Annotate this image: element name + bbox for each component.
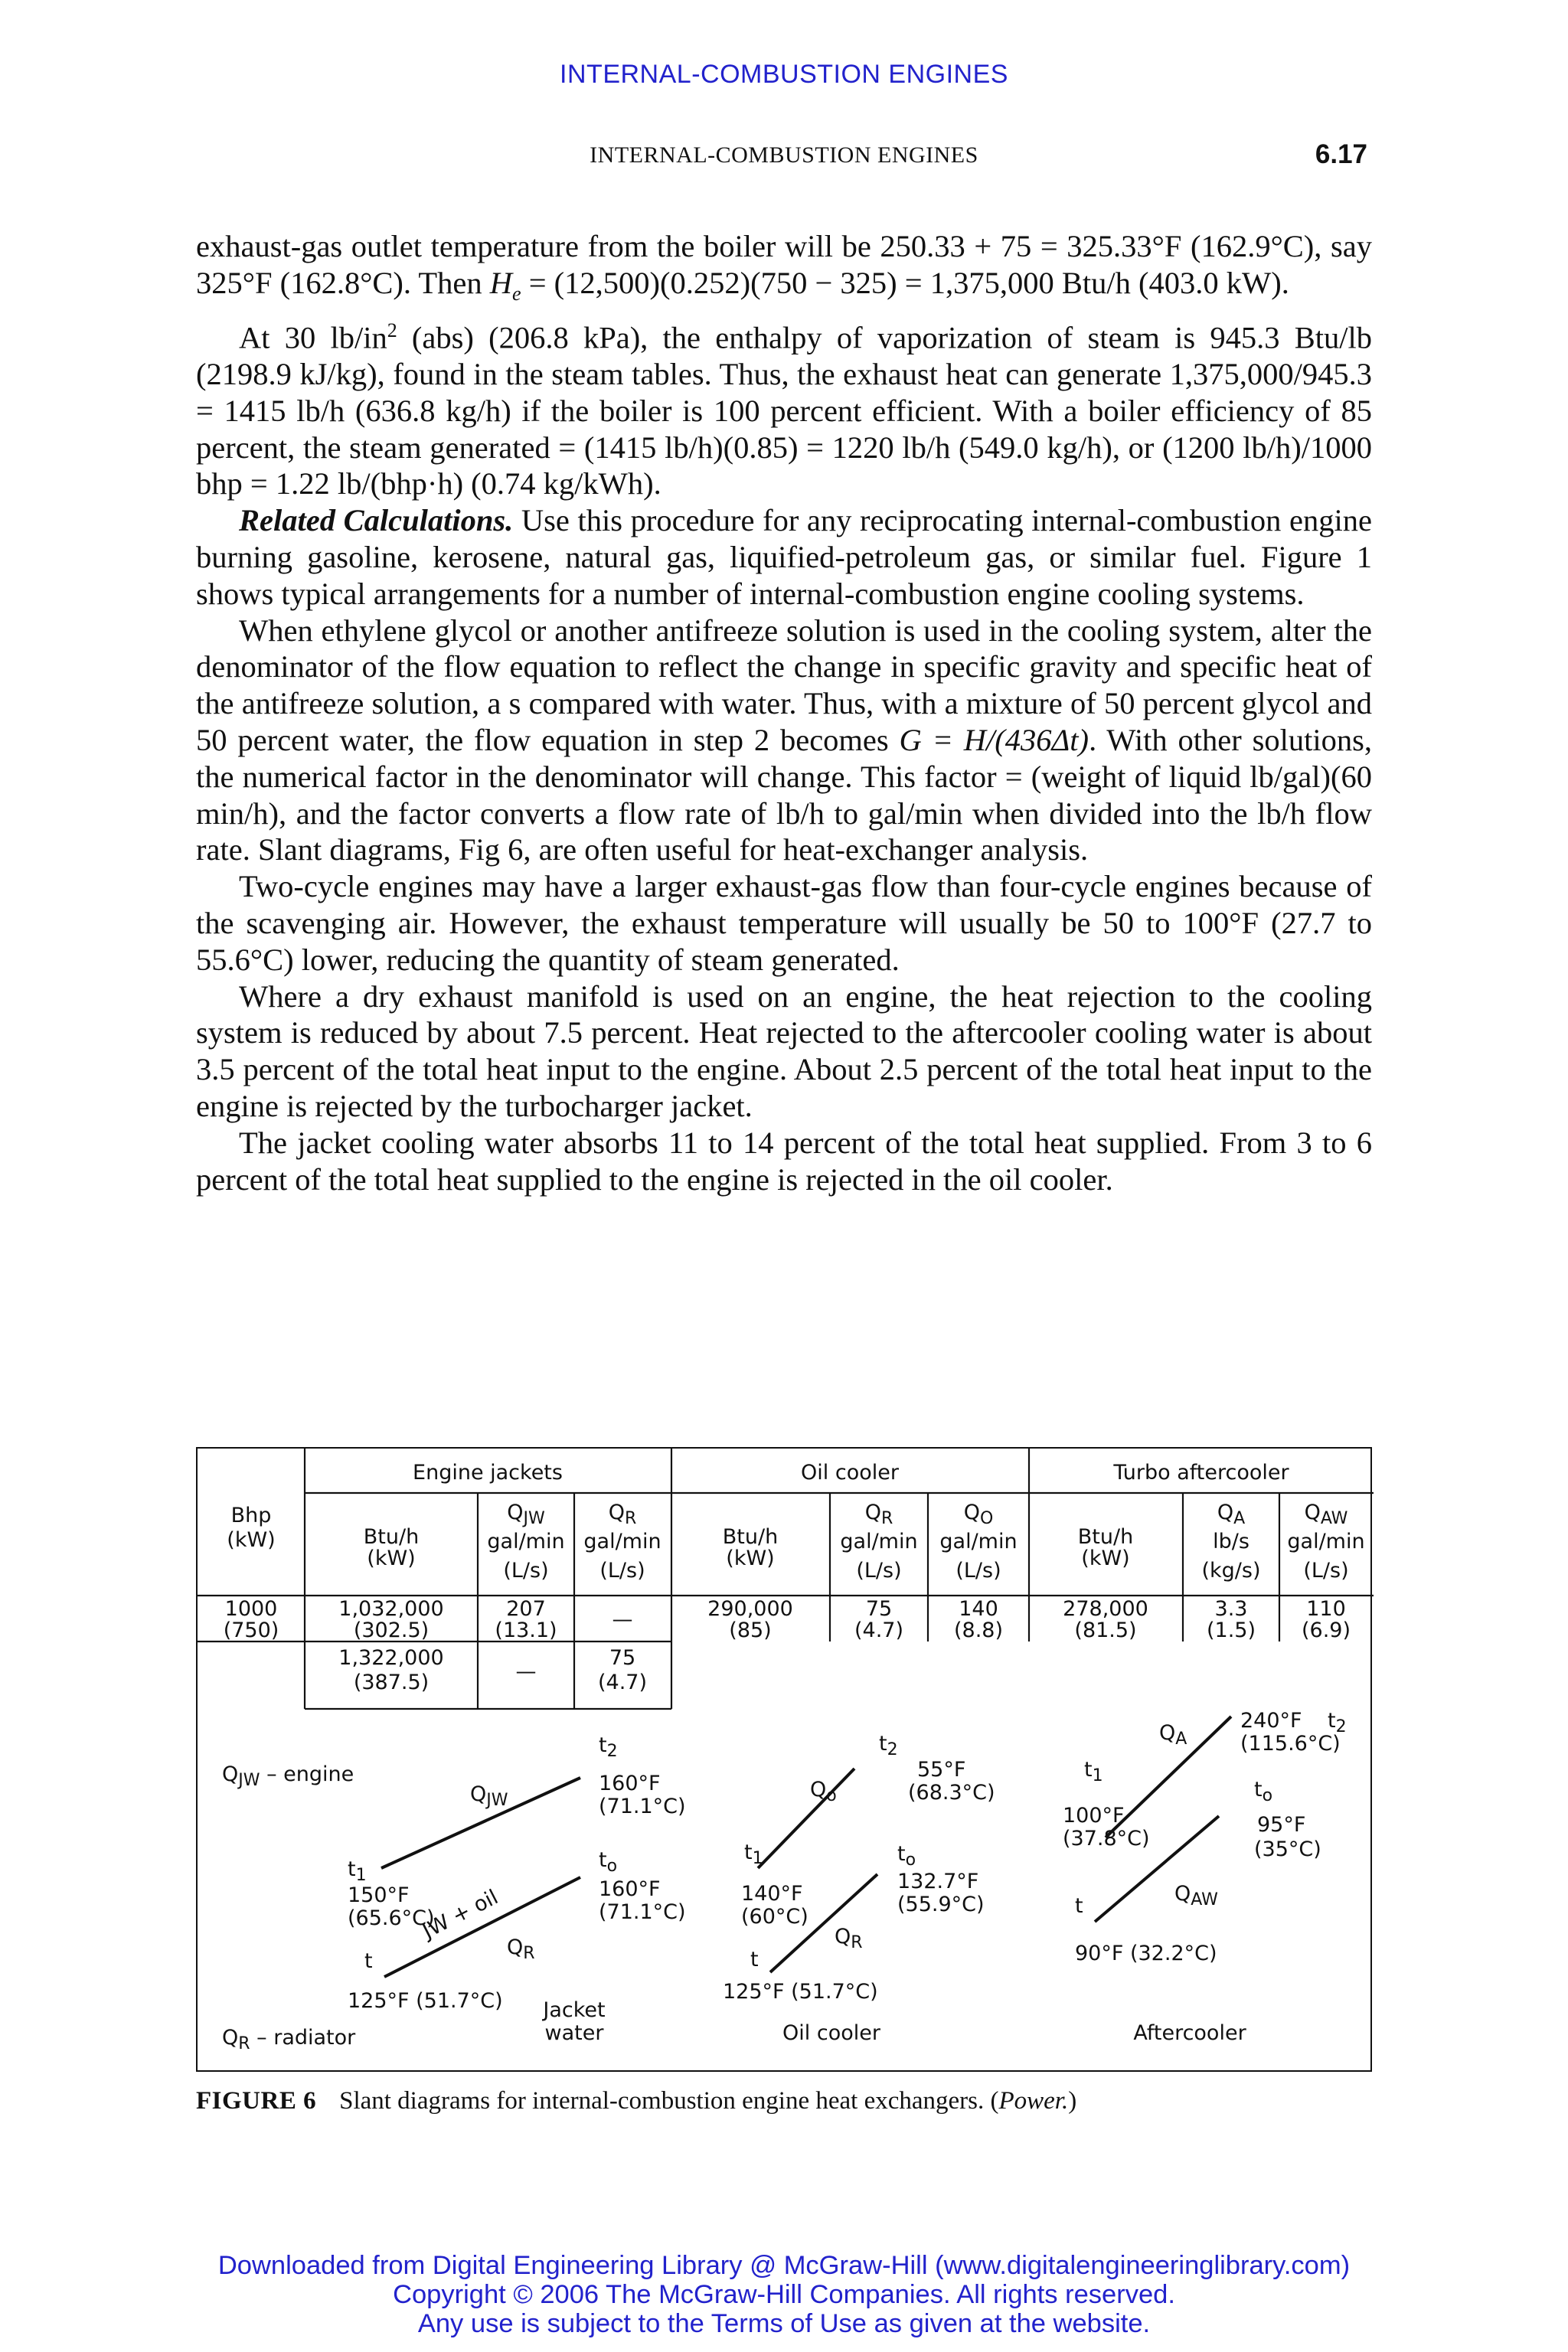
col-oil-btu: Btu/h [722, 1525, 779, 1549]
paragraph-1: exhaust-gas outlet temperature from the boiler will be 250.33 + 75 = 325.33°F (162.9°C), say 325°F (162.8°C). Then $H_e = (12,500)(0.252)(750 - 325) = 1,375,000$ Btu/h (403.0 kW). [196, 229, 1372, 305]
ac-t2: $t_2$ [1328, 1709, 1347, 1736]
ac-t1: $t_1$ [1084, 1758, 1103, 1785]
oil-t2: $t_2$ [879, 1732, 898, 1759]
col-qa: $Q_A$ [1217, 1501, 1246, 1528]
body-text [196, 228, 1372, 1197]
section-lead: Related Calculations. [239, 503, 514, 538]
paragraph-2: At 30 $lb/in^2$ (abs) (206.8 kPa), the enthalpy of vaporization of steam is 945.3 Btu/lb (2198.9 kJ/kg), found in the steam tables. Thus, the exhaust heat can generate 1,375,000/945.3 = 1415 lb/h (636.8 kg/h) if the boiler is 100 percent efficient. With a boiler efficiency of 85 percent, the steam generated = (1415 lb/h)(0.85) = 1220 lb/h (549.0 kg/h), or (1200 lb/h)/1000 bhp = 1.22 lb/(bhp·h) (0.74 kg/kWh). [196, 318, 1372, 501]
figure-source: Power. [998, 2087, 1069, 2115]
oil-125: 125°F (51.7°C) [723, 1980, 878, 2004]
col-oil-qr: $Q_R$ [864, 1501, 893, 1528]
header-turbo-aftercooler: Turbo aftercooler [1113, 1461, 1289, 1485]
top-book-link[interactable]: INTERNAL-COMBUSTION ENGINES [560, 60, 1008, 89]
oil-132c: (55.9°C) [897, 1893, 985, 1916]
table-grid [198, 1449, 1374, 1709]
col-qa-kgs: (kg/s) [1201, 1559, 1261, 1583]
ac-t: t [1075, 1894, 1083, 1918]
col-oil-qo-ls: (L/s) [956, 1559, 1001, 1583]
cell-qaw: 110 [1306, 1597, 1346, 1621]
cell-oil-btu: 290,000 [707, 1597, 793, 1621]
jacket-125: 125°F (51.7°C) [348, 1989, 503, 2013]
ac-qaw-label: $Q_{AW}$ [1174, 1882, 1218, 1909]
ac-90: 90°F (32.2°C) [1075, 1942, 1217, 1965]
col-oil-qo: $Q_O$ [963, 1501, 994, 1528]
header-engine-jackets: Engine jackets [413, 1461, 563, 1485]
footer-notice [0, 2251, 1568, 2338]
paragraph-5: Two-cycle engines may have a larger exhaust-gas flow than four-cycle engines because of the scavenging air. However, the exhaust temperature will usually be 50 to 100°F (27.7 to 55.6°C) lower, reducing the quantity of steam generated. [196, 869, 1372, 977]
jacket-160c-top: (71.1°C) [599, 1795, 686, 1818]
col-qr: $Q_R$ [608, 1501, 637, 1528]
col-qjw-ls: (L/s) [503, 1559, 549, 1583]
jacket-caption-2: water [544, 2021, 604, 2045]
ac-95c: (35°C) [1254, 1838, 1321, 1861]
jacket-t: t [364, 1949, 373, 1973]
col-oil-qo-gal: gal/min [939, 1530, 1018, 1553]
jacket-caption-1: Jacket [543, 1998, 606, 2022]
oil-140c: (60°C) [741, 1905, 808, 1929]
paragraph-related-calculations: Related Calculations. Use this procedure for any reciprocating internal-combustion engine burning gasoline, kerosene, natural gas, liquified-petroleum gas, or similar fuel. Figure 1 shows typical arrangements for a number of internal-combustion engine cooling systems. [196, 503, 1372, 611]
ac-100c: (37.8°C) [1063, 1827, 1150, 1851]
jacket-to: $t_o$ [599, 1848, 618, 1876]
paragraph-4: When ethylene glycol or another antifreeze solution is used in the cooling system, alter the denominator of the flow equation to reflect the change in specific gravity and specific heat of the antifreeze solution, a s compared with water. Thus, with a mixture of 50 percent glycol and 50 percent water, the flow equation in step 2 becomes G = H/(436Δt). With other solutions, the numerical factor in the denominator will change. This factor = (weight of liquid lb/gal)(60 min/h), and the factor converts a flow rate of lb/h to gal/min when divided into the lb/h flow rate. Slant diagrams, Fig 6, are often useful for heat-exchanger analysis. [196, 612, 1372, 867]
cell-engine-btu-2: 1,322,000 [338, 1646, 444, 1670]
ac-95f: 95°F [1257, 1813, 1306, 1837]
cell-ac-btu: 278,000 [1063, 1597, 1148, 1621]
jacket-jw-oil-label: JW + oil [419, 1885, 502, 1944]
col-qr-gal: gal/min [583, 1530, 662, 1553]
jacket-160f-bot: 160°F [599, 1877, 661, 1901]
col-qjw: $Q_{JW}$ [507, 1501, 545, 1528]
ac-qa-label: $Q_A$ [1159, 1721, 1187, 1749]
paragraph-7: The jacket cooling water absorbs 11 to 14 percent of the total heat supplied. From 3 to 6 percent of the total heat supplied to the engine is rejected in the oil cooler. [196, 1125, 1372, 1197]
oil-qo-line [758, 1769, 854, 1868]
cell-engine-kw-2: (387.5) [353, 1671, 430, 1694]
running-head: INTERNAL-COMBUSTION ENGINES [590, 142, 978, 168]
oil-qo-label: $Q_o$ [810, 1778, 837, 1805]
cell-qr-2: 75 [609, 1646, 636, 1670]
ac-100f: 100°F [1063, 1804, 1125, 1828]
cell-qa: 3.3 [1214, 1597, 1248, 1621]
col-oil-qr-ls: (L/s) [856, 1559, 902, 1583]
cell-qa-kgs: (1.5) [1206, 1619, 1256, 1642]
cell-qjw: 207 [506, 1597, 546, 1621]
jacket-t2: $t_2$ [599, 1733, 618, 1761]
cell-oil-qr-ls: (4.7) [854, 1619, 904, 1642]
footer-download-link[interactable]: Downloaded from Digital Engineering Library @ McGraw-Hill (www.digitalengineeringlibrary.com) [217, 2251, 1351, 2280]
col-engine-btu: Btu/h [363, 1525, 420, 1549]
col-qa-lbs: lb/s [1213, 1530, 1250, 1553]
col-qjw-gal: gal/min [487, 1530, 565, 1553]
oil-55f: 55°F [917, 1758, 966, 1782]
ac-240c: (115.6°C) [1240, 1732, 1341, 1756]
col-qaw-gal: gal/min [1287, 1530, 1365, 1553]
oil-qr-label: $Q_R$ [835, 1925, 863, 1952]
cell-engine-kw: (302.5) [353, 1619, 430, 1642]
oil-t: t [750, 1948, 759, 1971]
col-qaw: $Q_{AW}$ [1304, 1501, 1348, 1528]
jacket-t1: $t_1$ [348, 1857, 367, 1885]
figure-6-drawing [198, 1449, 1374, 2073]
jacket-150f: 150°F [348, 1883, 410, 1907]
cell-oil-qo-ls: (8.8) [953, 1619, 1004, 1642]
ac-240f: 240°F [1240, 1709, 1302, 1733]
cell-oil-qr: 75 [865, 1597, 893, 1621]
jacket-150c: (65.6°C) [348, 1906, 435, 1930]
cell-qaw-ls: (6.9) [1301, 1619, 1351, 1642]
page-number: 6.17 [1315, 139, 1367, 169]
header-oil-cooler: Oil cooler [801, 1461, 899, 1485]
cell-engine-btu: 1,032,000 [338, 1597, 444, 1621]
col-ac-btu: Btu/h [1077, 1525, 1134, 1549]
cell-oil-qo: 140 [959, 1597, 998, 1621]
jacket-160f-top: 160°F [599, 1772, 661, 1795]
oil-caption: Oil cooler [782, 2021, 880, 2045]
ac-to: $t_o$ [1254, 1778, 1273, 1805]
oil-to: $t_o$ [897, 1842, 916, 1870]
col-oil-btu-unit: (kW) [726, 1547, 775, 1570]
col-oil-qr-gal: gal/min [840, 1530, 918, 1553]
cell-qr-dash: — [612, 1608, 633, 1632]
col-bhp-unit: (kW) [227, 1528, 276, 1552]
cell-bhp: 1000 [224, 1597, 278, 1621]
col-bhp: Bhp [230, 1504, 272, 1527]
col-qr-ls: (L/s) [599, 1559, 645, 1583]
legend-qr-radiator: $Q_R$ – radiator [222, 2026, 356, 2053]
oil-55c: (68.3°C) [908, 1781, 995, 1805]
legend-qjw-engine: $Q_{JW}$ – engine [222, 1762, 354, 1790]
cell-qjw-ls: (13.1) [495, 1619, 557, 1642]
jacket-qjw-label: $Q_{JW}$ [470, 1782, 508, 1810]
jacket-qr-label: $Q_R$ [507, 1936, 535, 1963]
cell-qjw-dash-2: — [515, 1660, 537, 1684]
figure-caption: FIGURE 6 Slant diagrams for internal-combustion engine heat exchangers. (Power.) [196, 2087, 1077, 2115]
ac-caption: Aftercooler [1133, 2021, 1246, 2045]
cell-bhp-kw: (750) [223, 1619, 279, 1642]
col-engine-btu-unit: (kW) [367, 1547, 416, 1570]
flow-equation: G = H/(436Δt) [899, 722, 1089, 757]
jacket-160c-bot: (71.1°C) [599, 1900, 686, 1924]
figure-label: FIGURE 6 [196, 2087, 317, 2115]
oil-132f: 132.7°F [897, 1870, 979, 1893]
oil-140f: 140°F [741, 1882, 803, 1906]
cell-oil-kw: (85) [729, 1619, 772, 1642]
cell-ac-kw: (81.5) [1074, 1619, 1137, 1642]
figure-6 [196, 1447, 1372, 2072]
paragraph-6: Where a dry exhaust manifold is used on an engine, the heat rejection to the cooling system is reduced by about 7.5 percent. Heat rejected to the aftercooler cooling water is about 3.5 percent of the total heat input to the engine. About 2.5 percent of the total heat input to the engine is rejected by the turbocharger jacket. [196, 978, 1372, 1123]
footer-copyright[interactable]: Copyright © 2006 The McGraw-Hill Companies. All rights reserved. [393, 2280, 1175, 2309]
footer-terms[interactable]: Any use is subject to the Terms of Use as given at the website. [417, 2309, 1151, 2338]
cell-qr-ls-2: (4.7) [597, 1671, 648, 1694]
col-qaw-ls: (L/s) [1303, 1559, 1349, 1583]
col-ac-btu-unit: (kW) [1081, 1547, 1130, 1570]
oil-t1: $t_1$ [744, 1841, 763, 1868]
